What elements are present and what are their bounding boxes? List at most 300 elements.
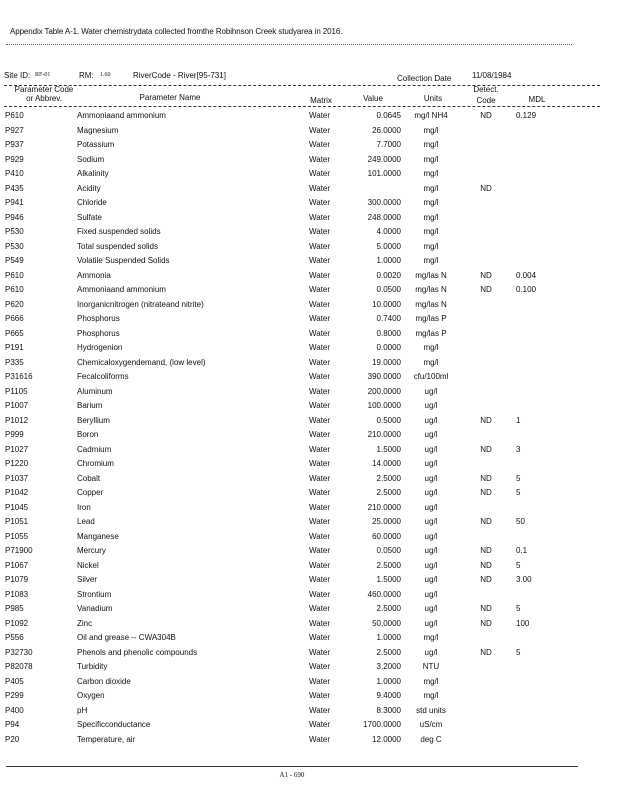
header-bottom-rule	[4, 106, 600, 107]
parameter-code-cell: P410	[5, 169, 24, 178]
value-cell: 1.0000	[376, 633, 401, 642]
parameter-code-cell: P665	[5, 328, 24, 338]
detect-code-cell: ND	[480, 270, 492, 280]
header-param-code-line2: or Abbrev.	[26, 94, 62, 103]
units-cell: mg/l	[423, 676, 439, 686]
units-cell: mg/l	[423, 183, 439, 193]
units-cell: ug/l	[424, 386, 438, 396]
rm-label: RM:	[79, 71, 94, 80]
mdl-cell: 0.004	[516, 270, 537, 280]
parameter-name-cell: Ammoniaand ammonium	[77, 111, 166, 120]
units-cell: mg/l	[423, 169, 439, 178]
table-row	[0, 125, 600, 140]
parameter-name-cell: pH	[77, 705, 88, 715]
table-row	[0, 139, 600, 154]
mdl-cell: 5	[516, 604, 521, 613]
value-cell: 1.0000	[376, 256, 401, 265]
units-cell: mg/l	[423, 633, 439, 642]
parameter-code-cell: P1067	[5, 560, 29, 570]
units-cell: ug/l	[424, 488, 438, 497]
matrix-cell: Water	[309, 415, 331, 425]
table-row	[0, 661, 600, 676]
units-cell: mg/l	[423, 227, 439, 236]
value-cell: 0.7400	[376, 314, 401, 323]
parameter-name-cell: Phosphorus	[77, 328, 120, 338]
parameter-name-cell: Manganese	[77, 531, 119, 541]
table-row	[0, 632, 600, 647]
parameter-name-cell: Temperature, air	[77, 734, 136, 744]
parameter-name-cell: Aluminum	[77, 386, 113, 396]
parameter-code-cell: P999	[5, 430, 24, 439]
value-cell: 0.0500	[376, 285, 401, 294]
table-row	[0, 473, 600, 488]
parameter-code-cell: P666	[5, 314, 24, 323]
matrix-cell: Water	[309, 198, 331, 207]
table-row	[0, 270, 600, 285]
parameter-name-cell: Oil and grease -- CWA304B	[77, 633, 176, 642]
units-cell: NTU	[422, 662, 440, 671]
parameter-code-cell: P530	[5, 241, 24, 251]
parameter-code-cell: P1051	[5, 517, 29, 526]
table-row	[0, 705, 600, 720]
detect-code-cell: ND	[480, 444, 492, 454]
parameter-code-cell: P549	[5, 256, 24, 265]
parameter-name-cell: Magnesium	[77, 125, 119, 135]
matrix-cell: Water	[309, 328, 331, 338]
mdl-cell: 100	[516, 618, 530, 628]
data-table-body	[0, 110, 600, 748]
table-row	[0, 444, 600, 459]
table-row	[0, 690, 600, 705]
table-row	[0, 676, 600, 691]
parameter-code-cell: P937	[5, 140, 24, 149]
parameter-code-cell: P927	[5, 125, 24, 135]
table-row	[0, 342, 600, 357]
units-cell: mg/l	[423, 691, 439, 700]
units-cell: ug/l	[424, 604, 438, 613]
parameter-code-cell: P1083	[5, 589, 29, 599]
parameter-name-cell: Total suspended solids	[77, 241, 158, 251]
units-cell: ug/l	[424, 415, 438, 425]
value-cell: 8.3000	[376, 705, 401, 715]
parameter-name-cell: Ammonia	[77, 270, 111, 280]
units-cell: mg/l	[423, 357, 439, 367]
parameter-name-cell: Carbon dioxide	[77, 676, 131, 686]
matrix-cell: Water	[309, 299, 331, 309]
units-cell: mg/las N	[415, 270, 447, 280]
parameter-name-cell: Lead	[77, 517, 95, 526]
table-row	[0, 429, 600, 444]
table-row	[0, 574, 600, 589]
matrix-cell: Water	[309, 531, 331, 541]
mdl-cell: 5	[516, 560, 521, 570]
value-cell: 50.0000	[372, 618, 401, 628]
units-cell: ug/l	[424, 473, 438, 483]
detect-code-cell: ND	[480, 111, 492, 120]
parameter-name-cell: Chloride	[77, 198, 107, 207]
parameter-code-cell: P1007	[5, 401, 29, 410]
table-row	[0, 313, 600, 328]
units-cell: mg/las N	[415, 285, 447, 294]
parameter-code-cell: P985	[5, 604, 24, 613]
units-cell: mg/l	[423, 140, 439, 149]
table-row	[0, 531, 600, 546]
parameter-name-cell: Mercury	[77, 546, 106, 555]
table-row	[0, 589, 600, 604]
parameter-name-cell: Vanadium	[77, 604, 113, 613]
table-row	[0, 647, 600, 662]
matrix-cell: Water	[309, 386, 331, 396]
value-cell: 101.0000	[367, 169, 401, 178]
detect-code-cell: ND	[480, 604, 492, 613]
parameter-code-cell: P1055	[5, 531, 29, 541]
parameter-code-cell: P31616	[5, 372, 33, 381]
parameter-code-cell: P1045	[5, 502, 29, 512]
units-cell: ug/l	[424, 575, 438, 584]
parameter-name-cell: Barium	[77, 401, 103, 410]
value-cell: 1.0000	[376, 676, 401, 686]
header-matrix: Matrix	[310, 96, 332, 105]
header-mdl: MDL	[528, 95, 546, 104]
detect-code-cell: ND	[480, 415, 492, 425]
matrix-cell: Water	[309, 343, 331, 352]
value-cell: 0.0645	[376, 111, 401, 120]
parameter-name-cell: Cobalt	[77, 473, 101, 483]
matrix-cell: Water	[309, 401, 331, 410]
table-row	[0, 516, 600, 531]
value-cell: 0.5000	[376, 415, 401, 425]
matrix-cell: Water	[309, 459, 331, 468]
value-cell: 248.0000	[367, 212, 401, 222]
value-cell: 0.8000	[376, 328, 401, 338]
value-cell: 10.0000	[372, 299, 401, 309]
table-row	[0, 226, 600, 241]
matrix-cell: Water	[309, 285, 331, 294]
site-id-value: RF-01	[35, 72, 51, 78]
detect-code-cell: ND	[480, 517, 492, 526]
matrix-cell: Water	[309, 705, 331, 715]
parameter-code-cell: P1037	[5, 473, 29, 483]
matrix-cell: Water	[309, 546, 331, 555]
value-cell: 210.0000	[367, 502, 401, 512]
mdl-cell: 0.100	[516, 285, 537, 294]
matrix-cell: Water	[309, 227, 331, 236]
units-cell: cfu/100ml	[413, 372, 449, 381]
parameter-code-cell: P1027	[5, 444, 29, 454]
value-cell: 2.5000	[376, 560, 401, 570]
parameter-code-cell: P620	[5, 299, 24, 309]
units-cell: ug/l	[424, 444, 438, 454]
parameter-name-cell: Sulfate	[77, 212, 102, 222]
parameter-name-cell: Turbidity	[77, 662, 108, 671]
matrix-cell: Water	[309, 183, 331, 193]
parameter-name-cell: Strontium	[77, 589, 112, 599]
parameter-code-cell: P530	[5, 227, 24, 236]
detect-code-cell: ND	[480, 488, 492, 497]
parameter-name-cell: Phosphorus	[77, 314, 120, 323]
site-id-label: Site ID:	[4, 71, 31, 80]
value-cell: 0.0000	[376, 343, 401, 352]
units-cell: ug/l	[424, 618, 438, 628]
mdl-cell: 50	[516, 517, 525, 526]
table-title: Appendix Table A-1. Water chemistrydata collected fromthe Robihnson Creek studyarea in 2016.	[10, 27, 343, 36]
matrix-cell: Water	[309, 647, 331, 657]
parameter-name-cell: Boron	[77, 430, 99, 439]
table-row	[0, 197, 600, 212]
matrix-cell: Water	[309, 502, 331, 512]
table-row	[0, 618, 600, 633]
table-row	[0, 371, 600, 386]
units-cell: mg/l	[423, 154, 439, 164]
parameter-name-cell: Fecalcoliforms	[77, 372, 129, 381]
value-cell: 2.5000	[376, 647, 401, 657]
table-row	[0, 328, 600, 343]
units-cell: mg/l	[423, 125, 439, 135]
detect-code-cell: ND	[480, 575, 492, 584]
matrix-cell: Water	[309, 517, 331, 526]
value-cell: 19.0000	[372, 357, 401, 367]
parameter-code-cell: P941	[5, 198, 24, 207]
parameter-code-cell: P1105	[5, 386, 28, 396]
parameter-code-cell: P20	[5, 734, 20, 744]
value-cell: 200.0000	[367, 386, 401, 396]
parameter-name-cell: Specificconductance	[77, 720, 151, 729]
parameter-name-cell: Chemicaloxygendemand, (low level)	[77, 357, 206, 367]
units-cell: ug/l	[424, 430, 438, 439]
table-row	[0, 734, 600, 749]
units-cell: ug/l	[424, 401, 438, 410]
mdl-cell: 3	[516, 444, 521, 454]
parameter-name-cell: Cadmium	[77, 444, 112, 454]
units-cell: ug/l	[424, 502, 438, 512]
units-cell: ug/l	[424, 647, 438, 657]
mdl-cell: 0.129	[516, 111, 537, 120]
table-row	[0, 212, 600, 227]
matrix-cell: Water	[309, 256, 331, 265]
parameter-name-cell: Beryllium	[77, 415, 110, 425]
mdl-cell: 5	[516, 647, 521, 657]
parameter-code-cell: P1220	[5, 459, 29, 468]
parameter-name-cell: Potassium	[77, 140, 115, 149]
header-param-code-line1: Parameter Code	[14, 85, 74, 94]
matrix-cell: Water	[309, 444, 331, 454]
table-row	[0, 241, 600, 256]
parameter-code-cell: P191	[5, 343, 24, 352]
parameter-code-cell: P610	[5, 270, 24, 280]
units-cell: deg C	[420, 734, 442, 744]
parameter-code-cell: P1092	[5, 618, 29, 628]
header-units: Units	[423, 94, 443, 103]
page-number: A1 - 690	[279, 771, 305, 779]
value-cell: 390.0000	[367, 372, 401, 381]
value-cell: 2.5000	[376, 473, 401, 483]
units-cell: ug/l	[424, 589, 438, 599]
parameter-code-cell: P82078	[5, 662, 33, 671]
value-cell: 300.0000	[367, 198, 401, 207]
units-cell: mg/l NH4	[414, 111, 448, 120]
parameter-code-cell: P946	[5, 212, 24, 222]
value-cell: 26.0000	[372, 125, 401, 135]
value-cell: 4.0000	[376, 227, 401, 236]
units-cell: mg/l	[423, 241, 439, 251]
detect-code-cell: ND	[480, 560, 492, 570]
mdl-cell: 5	[516, 488, 521, 497]
value-cell: 460.0000	[367, 589, 401, 599]
parameter-code-cell: P94	[5, 720, 20, 729]
table-row	[0, 284, 600, 299]
parameter-code-cell: P405	[5, 676, 24, 686]
units-cell: uS/cm	[419, 720, 443, 729]
value-cell: 1700.0000	[363, 720, 401, 729]
matrix-cell: Water	[309, 618, 331, 628]
table-row	[0, 560, 600, 575]
title-divider	[6, 44, 572, 45]
detect-code-cell: ND	[480, 473, 492, 483]
rm-value: 1.60	[100, 72, 111, 78]
parameter-name-cell: Hydrogenion	[77, 343, 123, 352]
matrix-cell: Water	[309, 241, 331, 251]
table-row	[0, 603, 600, 618]
units-cell: mg/l	[423, 256, 439, 265]
matrix-cell: Water	[309, 270, 331, 280]
table-row	[0, 183, 600, 198]
parameter-name-cell: Alkalinity	[77, 169, 109, 178]
parameter-code-cell: P32730	[5, 647, 33, 657]
value-cell: 2.5000	[376, 604, 401, 613]
table-row	[0, 458, 600, 473]
value-cell: 3.2000	[376, 662, 401, 671]
value-cell: 100.0000	[367, 401, 401, 410]
units-cell: ug/l	[424, 531, 438, 541]
value-cell: 12.0000	[372, 734, 401, 744]
header-value: Value	[363, 94, 383, 103]
value-cell: 14.0000	[372, 459, 401, 468]
detect-code-cell: ND	[480, 285, 492, 294]
matrix-cell: Water	[309, 357, 331, 367]
parameter-name-cell: Silver	[77, 575, 98, 584]
table-header	[0, 84, 600, 108]
table-row	[0, 545, 600, 560]
table-row	[0, 502, 600, 517]
matrix-cell: Water	[309, 125, 331, 135]
parameter-name-cell: Fixed suspended solids	[77, 227, 161, 236]
parameter-code-cell: P929	[5, 154, 24, 164]
value-cell: 25.0000	[372, 517, 401, 526]
collection-date-label: Collection Date	[397, 74, 452, 83]
units-cell: mg/las P	[415, 328, 447, 338]
detect-code-cell: ND	[480, 647, 492, 657]
parameter-name-cell: Copper	[77, 488, 104, 497]
parameter-name-cell: Phenols and phenolic compounds	[77, 647, 198, 657]
matrix-cell: Water	[309, 604, 331, 613]
header-detect-line2: Code	[476, 96, 496, 105]
parameter-name-cell: Ammoniaand ammonium	[77, 285, 166, 294]
units-cell: ug/l	[424, 459, 438, 468]
matrix-cell: Water	[309, 212, 331, 222]
header-detect-line1: Detect.	[473, 85, 499, 94]
table-row	[0, 110, 600, 125]
matrix-cell: Water	[309, 473, 331, 483]
parameter-code-cell: P435	[5, 183, 24, 193]
parameter-code-cell: P400	[5, 705, 24, 715]
parameter-name-cell: Sodium	[77, 154, 105, 164]
matrix-cell: Water	[309, 372, 331, 381]
value-cell: 249.0000	[367, 154, 401, 164]
parameter-code-cell: P556	[5, 633, 24, 642]
parameter-code-cell: P299	[5, 691, 24, 700]
parameter-code-cell: P1012	[5, 415, 29, 425]
matrix-cell: Water	[309, 169, 331, 178]
table-row	[0, 255, 600, 270]
footer-rule	[6, 766, 578, 767]
units-cell: mg/l	[423, 212, 439, 222]
mdl-cell: 5	[516, 473, 521, 483]
value-cell: 0.0500	[376, 546, 401, 555]
matrix-cell: Water	[309, 662, 331, 671]
parameter-code-cell: P610	[5, 111, 24, 120]
table-row	[0, 299, 600, 314]
matrix-cell: Water	[309, 691, 331, 700]
value-cell: 0.0020	[376, 270, 401, 280]
river-code: RiverCode - River[95-731]	[133, 71, 226, 80]
parameter-code-cell: P71900	[5, 546, 33, 555]
matrix-cell: Water	[309, 575, 331, 584]
units-cell: mg/las P	[415, 314, 447, 323]
matrix-cell: Water	[309, 633, 331, 642]
table-row	[0, 487, 600, 502]
value-cell: 9.4000	[376, 691, 401, 700]
parameter-code-cell: P1079	[5, 575, 29, 584]
mdl-cell: 0.1	[516, 546, 528, 555]
table-row	[0, 415, 600, 430]
matrix-cell: Water	[309, 154, 331, 164]
units-cell: mg/l	[423, 198, 439, 207]
parameter-name-cell: Oxygen	[77, 691, 105, 700]
mdl-cell: 1	[516, 415, 521, 425]
matrix-cell: Water	[309, 676, 331, 686]
matrix-cell: Water	[309, 314, 331, 323]
units-cell: ug/l	[424, 560, 438, 570]
table-row	[0, 357, 600, 372]
mdl-cell: 3.00	[516, 575, 532, 584]
value-cell: 210.0000	[367, 430, 401, 439]
detect-code-cell: ND	[480, 618, 492, 628]
parameter-name-cell: Chromium	[77, 459, 114, 468]
collection-date-value: 11/08/1984	[472, 71, 512, 80]
units-cell: std units	[416, 705, 446, 715]
site-info-row	[0, 71, 600, 83]
matrix-cell: Water	[309, 140, 331, 149]
parameter-code-cell: P1042	[5, 488, 29, 497]
matrix-cell: Water	[309, 430, 331, 439]
value-cell: 7.7000	[376, 140, 401, 149]
table-row	[0, 386, 600, 401]
table-row	[0, 400, 600, 415]
value-cell: 2.5000	[376, 488, 401, 497]
parameter-name-cell: Iron	[77, 502, 91, 512]
matrix-cell: Water	[309, 488, 331, 497]
parameter-name-cell: Zinc	[77, 618, 93, 628]
units-cell: ug/l	[424, 517, 438, 526]
value-cell: 1.5000	[376, 444, 401, 454]
matrix-cell: Water	[309, 560, 331, 570]
table-row	[0, 719, 600, 734]
table-row	[0, 168, 600, 183]
table-row	[0, 154, 600, 169]
units-cell: mg/l	[423, 343, 439, 352]
matrix-cell: Water	[309, 734, 331, 744]
detect-code-cell: ND	[480, 183, 492, 193]
